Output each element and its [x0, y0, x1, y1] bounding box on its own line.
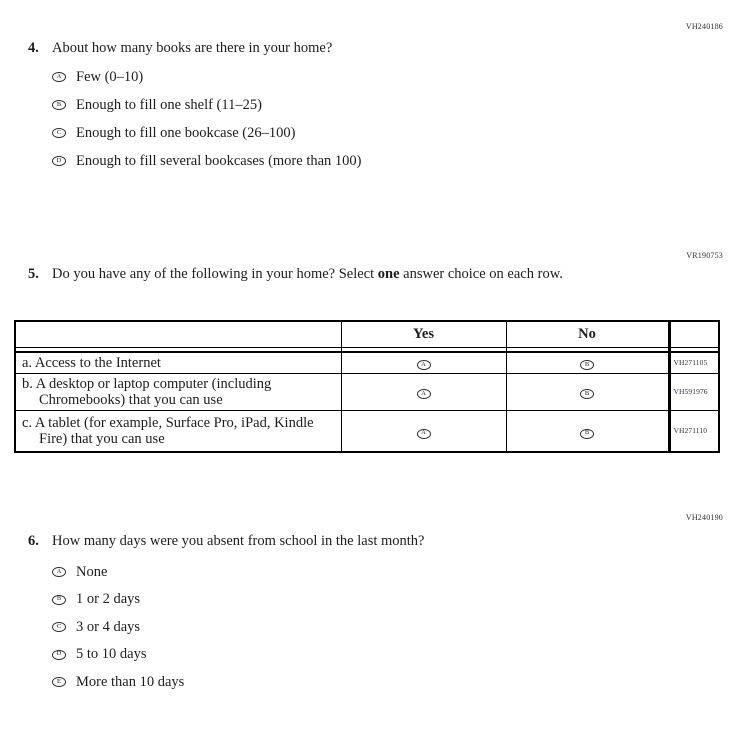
option-q4-d[interactable]: [52, 154, 362, 168]
option-label: None: [76, 563, 108, 580]
statement-cell: c. A tablet (for example, Surface Pro, iPad, Kindle Fire) that you can use: [15, 410, 341, 452]
answer-bubble-no-b[interactable]: B: [580, 389, 594, 399]
answer-bubble-d[interactable]: D: [52, 650, 66, 660]
no-cell: [506, 352, 669, 374]
table-row-c: [15, 410, 719, 452]
option-label: Enough to fill one shelf (11–25): [76, 96, 262, 113]
option-q4-a[interactable]: [52, 70, 362, 84]
option-label: Enough to fill one bookcase (26–100): [76, 124, 296, 141]
answer-bubble-b[interactable]: B: [52, 100, 66, 110]
option-label: Few (0–10): [76, 68, 144, 85]
question-4: [28, 40, 362, 182]
option-q4-c[interactable]: [52, 126, 362, 140]
code-column-header: [669, 321, 719, 347]
option-q6-a[interactable]: [52, 565, 425, 579]
row-code: VH271110: [669, 410, 719, 452]
statement-cell: b. A desktop or laptop computer (including Chromebooks) that you can use: [15, 373, 341, 410]
yes-cell: [341, 410, 506, 452]
question-4-number: 4.: [28, 40, 39, 56]
question-6-number: 6.: [28, 533, 39, 549]
question-5: [28, 266, 563, 283]
option-label: 3 or 4 days: [76, 618, 141, 635]
row-code: VH591976: [669, 373, 719, 410]
yes-cell: [341, 373, 506, 410]
answer-bubble-a[interactable]: A: [52, 567, 66, 577]
q5-answer-table: [14, 320, 720, 453]
question-4-options: [52, 70, 362, 168]
question-6-options: [52, 565, 425, 689]
answer-bubble-yes-b[interactable]: A: [417, 389, 431, 399]
table-row-a: [15, 352, 719, 374]
item-code-q4: VH240186: [685, 22, 723, 31]
answer-bubble-a[interactable]: A: [52, 72, 66, 82]
answer-bubble-yes-a[interactable]: A: [417, 360, 431, 370]
answer-bubble-no-a[interactable]: B: [580, 360, 594, 370]
row-code: VH271105: [669, 352, 719, 374]
statement-cell: a. Access to the Internet: [15, 352, 341, 374]
no-column-header: No: [506, 321, 669, 347]
option-label: Enough to fill several bookcases (more than 100): [76, 152, 362, 169]
table-header-row: [15, 321, 719, 347]
yes-column-header: Yes: [341, 321, 506, 347]
statement-column-header: [15, 321, 341, 347]
option-label: 5 to 10 days: [76, 646, 147, 662]
answer-bubble-c[interactable]: C: [52, 622, 66, 632]
answer-bubble-yes-c[interactable]: A: [417, 429, 431, 439]
question-5-number: 5.: [28, 266, 39, 282]
table-row-b: [15, 373, 719, 410]
question-5-text: Do you have any of the following in your home? Select one answer choice on each row.: [52, 266, 563, 282]
answer-bubble-e[interactable]: E: [52, 677, 66, 687]
question-6: [28, 533, 425, 703]
answer-bubble-c[interactable]: C: [52, 128, 66, 138]
item-code-q6: VH240190: [685, 513, 723, 522]
option-q6-e[interactable]: [52, 675, 425, 689]
option-label: More than 10 days: [76, 673, 185, 690]
question-6-text: How many days were you absent from school in the last month?: [52, 533, 425, 549]
option-q6-b[interactable]: [52, 593, 425, 607]
no-cell: [506, 410, 669, 452]
option-q6-c[interactable]: [52, 620, 425, 634]
answer-bubble-b[interactable]: B: [52, 595, 66, 605]
yes-cell: [341, 352, 506, 374]
item-code-q5: VR190753: [686, 251, 723, 260]
answer-bubble-no-c[interactable]: B: [580, 429, 594, 439]
no-cell: [506, 373, 669, 410]
option-q4-b[interactable]: [52, 98, 362, 112]
option-q6-d[interactable]: [52, 648, 425, 662]
question-4-text: About how many books are there in your home?: [52, 40, 333, 56]
answer-bubble-d[interactable]: D: [52, 156, 66, 166]
option-label: 1 or 2 days: [76, 591, 141, 607]
